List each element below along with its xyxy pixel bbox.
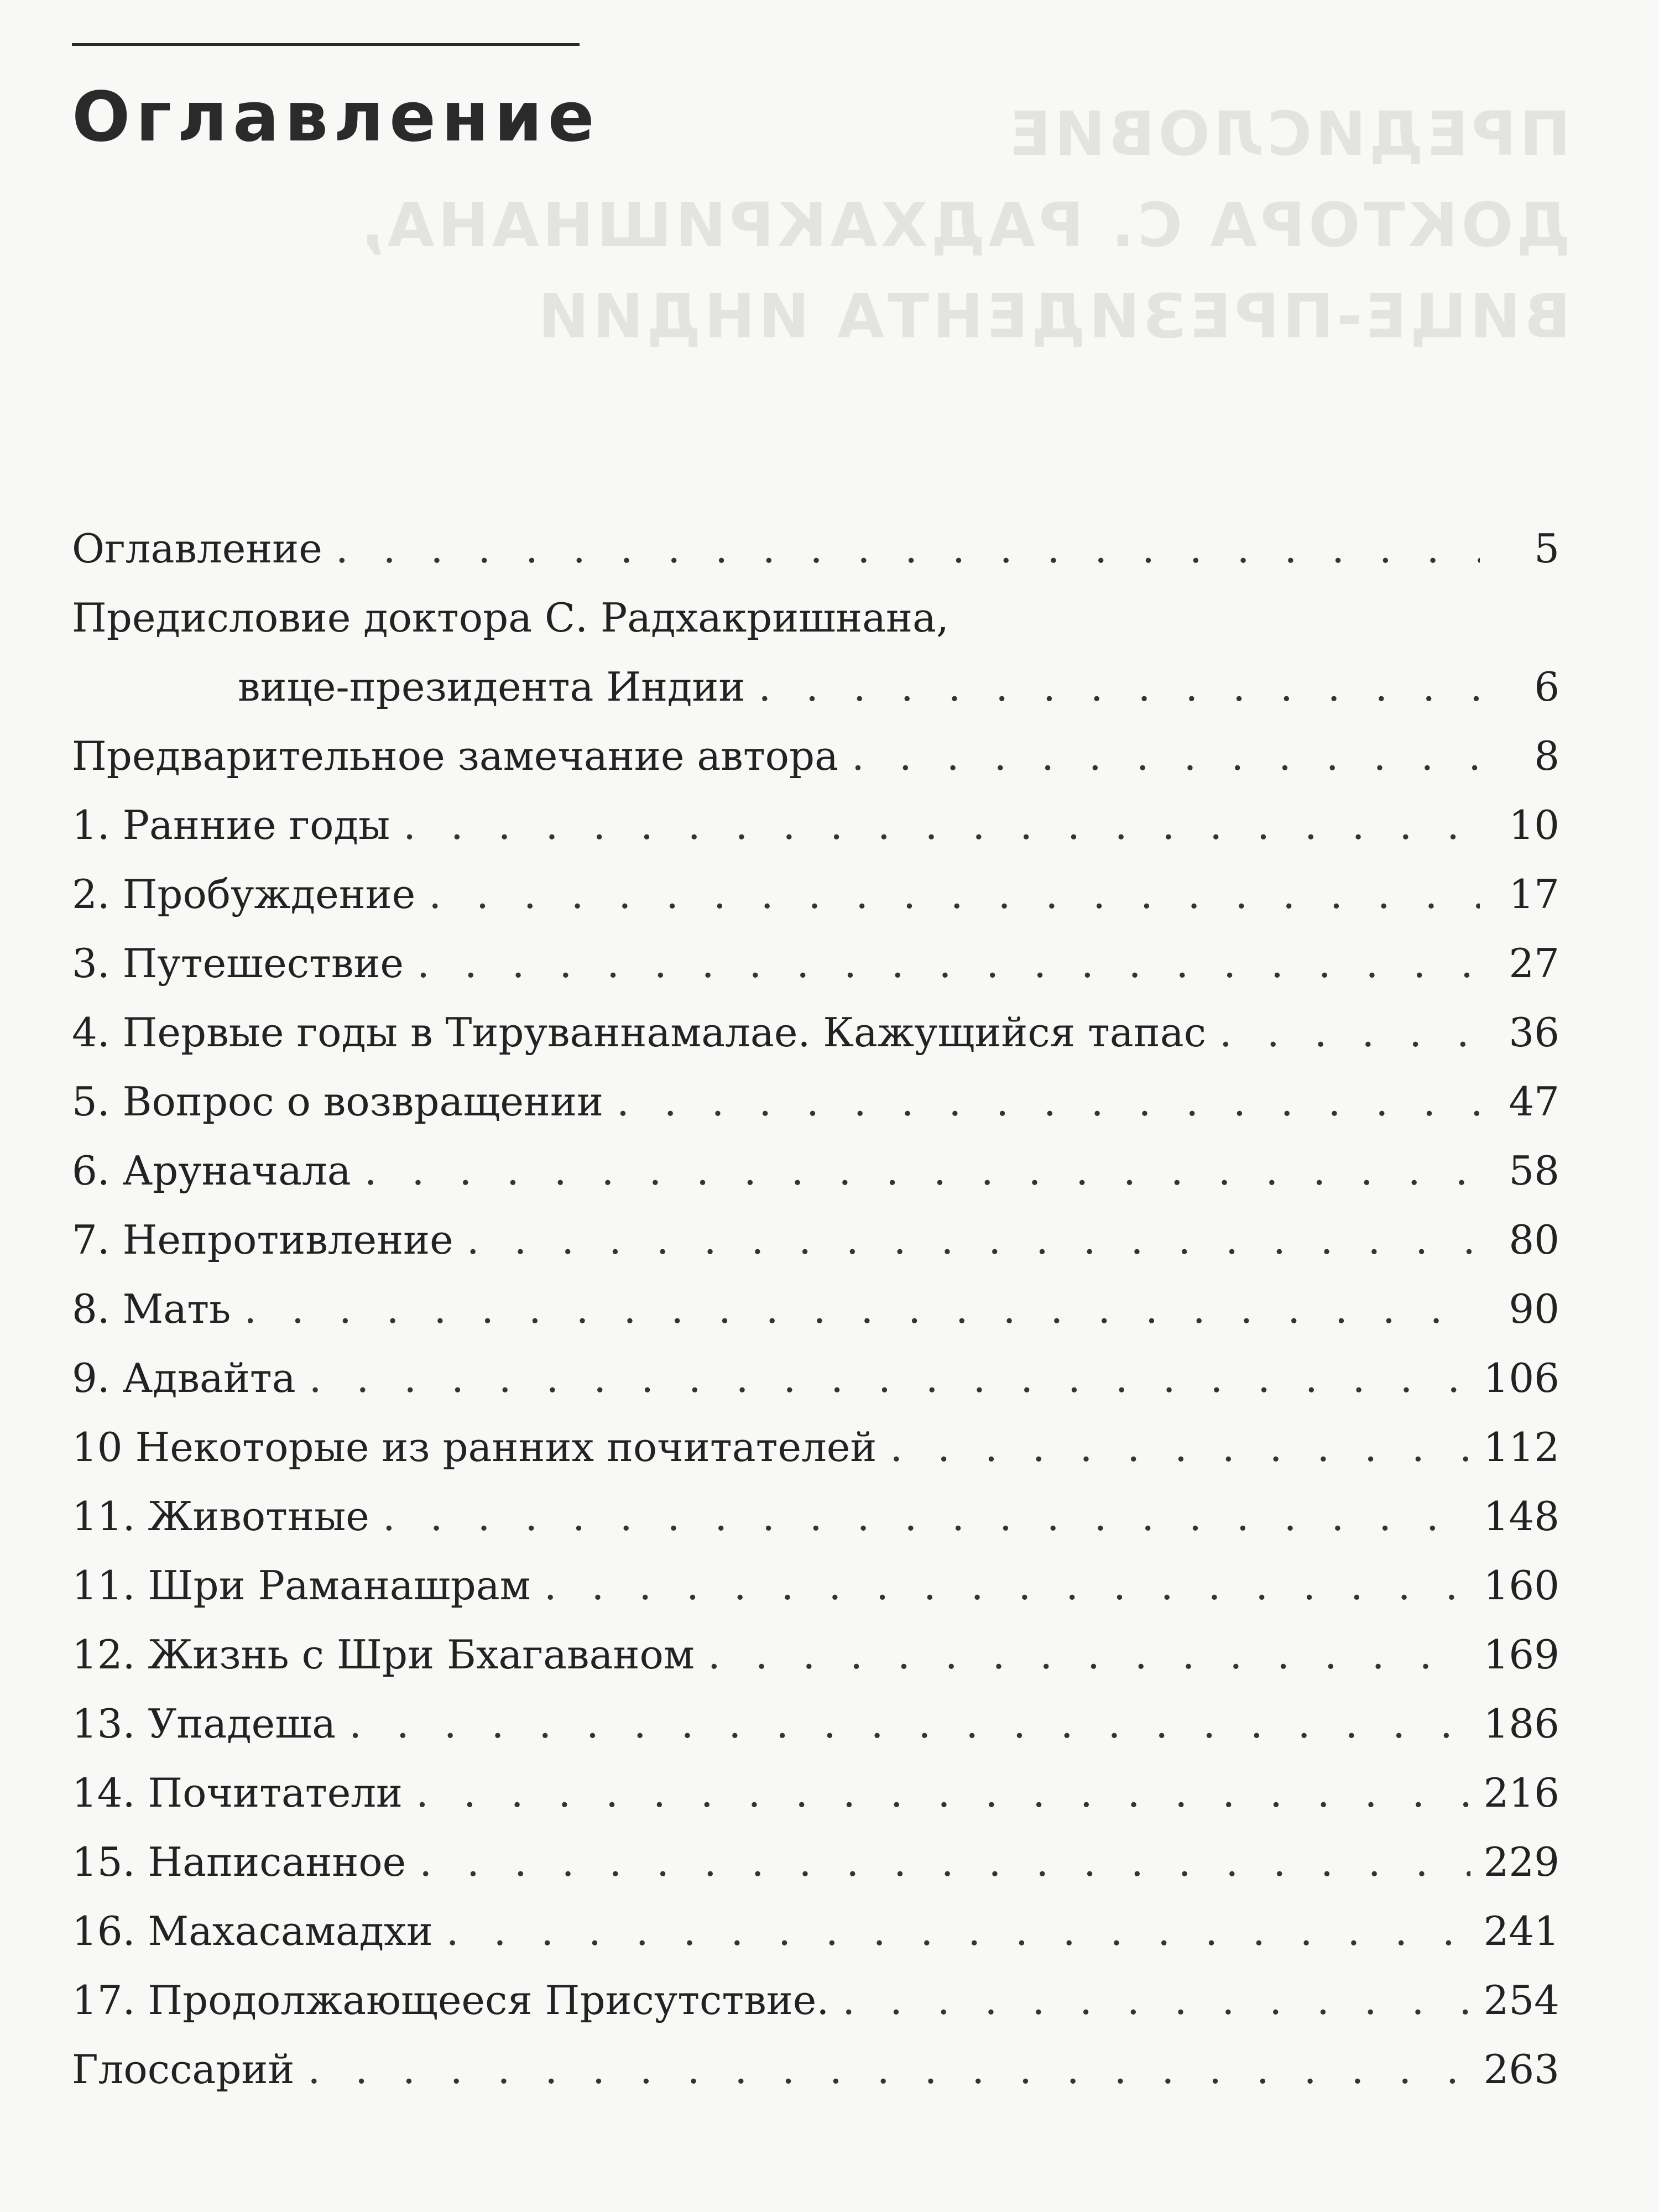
toc-entry-title: 14. Почитатели xyxy=(72,1770,403,1816)
toc-entry xyxy=(72,860,1559,929)
toc-entry-page: 90 xyxy=(1509,1286,1559,1332)
dot-leader xyxy=(417,929,1480,998)
dot-leader xyxy=(416,1759,1470,1828)
toc-entry xyxy=(72,998,1559,1067)
dot-leader xyxy=(349,1689,1470,1759)
dot-leader xyxy=(1219,998,1480,1067)
toc-entry xyxy=(72,1897,1559,1966)
dot-leader xyxy=(309,1344,1470,1413)
toc-entry-page: 6 xyxy=(1534,664,1559,710)
dot-leader xyxy=(758,653,1480,722)
toc-entry xyxy=(72,1620,1559,1689)
toc-entry-title: 4. Первые годы в Тируваннамалае. Кажущийся тапас xyxy=(72,1009,1207,1056)
toc-entry-title: 13. Упадеша xyxy=(72,1700,336,1747)
toc-entry-page: 160 xyxy=(1483,1562,1559,1609)
table-of-contents xyxy=(72,514,1559,2104)
toc-entry-page: 216 xyxy=(1483,1770,1559,1816)
toc-entry-page: 27 xyxy=(1509,940,1559,987)
dot-leader xyxy=(244,1275,1480,1344)
toc-entry xyxy=(72,1482,1559,1551)
toc-entry-title: 11. Животные xyxy=(72,1493,369,1540)
toc-entry-page: 36 xyxy=(1509,1009,1559,1056)
toc-entry-title: 11. Шри Раманашрам xyxy=(72,1562,531,1609)
toc-entry-page: 186 xyxy=(1483,1700,1559,1747)
toc-entry-title: 16. Махасамадхи xyxy=(72,1908,433,1954)
toc-entry-title: 1. Ранние годы xyxy=(72,802,390,848)
dot-leader xyxy=(419,1828,1470,1897)
toc-entry xyxy=(72,1966,1559,2035)
dot-leader xyxy=(852,722,1480,791)
toc-entry-title: 15. Написанное xyxy=(72,1839,406,1885)
toc-entry-page: 8 xyxy=(1534,733,1559,779)
toc-entry xyxy=(72,1067,1559,1136)
toc-entry-page: 254 xyxy=(1483,1977,1559,2023)
toc-entry xyxy=(72,1136,1559,1206)
show-through-text: ПРЕДИСЛОВИЕ ДОКТОРА С. РАДХАКРИШНАНА, ВИЦЕ-ПРЕЗИДЕНТА ИНДИИ xyxy=(357,98,1571,352)
toc-entry-page: 5 xyxy=(1534,525,1559,572)
page-title: Оглавление xyxy=(72,77,600,157)
toc-entry-page: 80 xyxy=(1509,1217,1559,1263)
toc-entry-title: 9. Адвайта xyxy=(72,1355,296,1401)
toc-entry xyxy=(72,1344,1559,1413)
toc-entry-page: 58 xyxy=(1509,1147,1559,1194)
toc-entry-title: Предварительное замечание автора xyxy=(72,733,839,779)
dot-leader xyxy=(842,1966,1470,2035)
toc-entry-page: 169 xyxy=(1483,1631,1559,1678)
toc-entry xyxy=(72,1828,1559,1897)
toc-entry-title: Глоссарий xyxy=(72,2046,295,2093)
toc-entry-page: 263 xyxy=(1483,2046,1559,2093)
header-rule xyxy=(72,43,580,46)
toc-entry xyxy=(72,1759,1559,1828)
toc-entry-page: 148 xyxy=(1483,1493,1559,1540)
toc-entry-title: Предисловие доктора С. Радхакришнана, xyxy=(72,594,949,641)
toc-entry xyxy=(72,1206,1559,1275)
dot-leader xyxy=(403,791,1480,860)
toc-entry-title: 8. Мать xyxy=(72,1286,231,1332)
toc-entry-title: 7. Непротивление xyxy=(72,1217,453,1263)
dot-leader xyxy=(890,1413,1470,1482)
toc-entry xyxy=(72,722,1559,791)
toc-entry-title: 6. Аруначала xyxy=(72,1147,351,1194)
dot-leader xyxy=(708,1620,1470,1689)
dot-leader xyxy=(617,1067,1480,1136)
toc-entry-title-continued: вице-президента Индии xyxy=(238,664,745,710)
toc-entry-page: 106 xyxy=(1483,1355,1559,1401)
dot-leader xyxy=(467,1206,1480,1275)
toc-entry-title: 2. Пробуждение xyxy=(72,871,416,917)
toc-entry-title: 10 Некоторые из ранних почитателей xyxy=(72,1424,877,1470)
toc-entry-title: 5. Вопрос о возвращении xyxy=(72,1078,603,1125)
toc-entry-page: 229 xyxy=(1483,1839,1559,1885)
toc-entry-title: 17. Продолжающееся Присутствие. xyxy=(72,1977,830,2023)
toc-entry-page: 112 xyxy=(1483,1424,1559,1470)
toc-entry-page: 10 xyxy=(1509,802,1559,848)
toc-entry-page: 47 xyxy=(1509,1078,1559,1125)
toc-entry xyxy=(72,2035,1559,2104)
toc-entry-title: 3. Путешествие xyxy=(72,940,404,987)
toc-entry xyxy=(72,583,1559,722)
toc-entry xyxy=(72,514,1559,583)
dot-leader xyxy=(307,2035,1470,2104)
toc-entry xyxy=(72,1551,1559,1620)
dot-leader xyxy=(429,860,1480,929)
toc-entry xyxy=(72,1413,1559,1482)
dot-leader xyxy=(446,1897,1470,1966)
toc-entry-page: 241 xyxy=(1483,1908,1559,1954)
toc-entry-title: 12. Жизнь с Шри Бхагаваном xyxy=(72,1631,695,1678)
dot-leader xyxy=(383,1482,1470,1551)
toc-entry-title: Оглавление xyxy=(72,525,322,572)
toc-entry xyxy=(72,1689,1559,1759)
toc-entry-page: 17 xyxy=(1509,871,1559,917)
dot-leader xyxy=(364,1136,1480,1206)
toc-entry xyxy=(72,1275,1559,1344)
toc-entry xyxy=(72,791,1559,860)
dot-leader xyxy=(336,514,1480,583)
dot-leader xyxy=(544,1551,1470,1620)
toc-entry xyxy=(72,929,1559,998)
